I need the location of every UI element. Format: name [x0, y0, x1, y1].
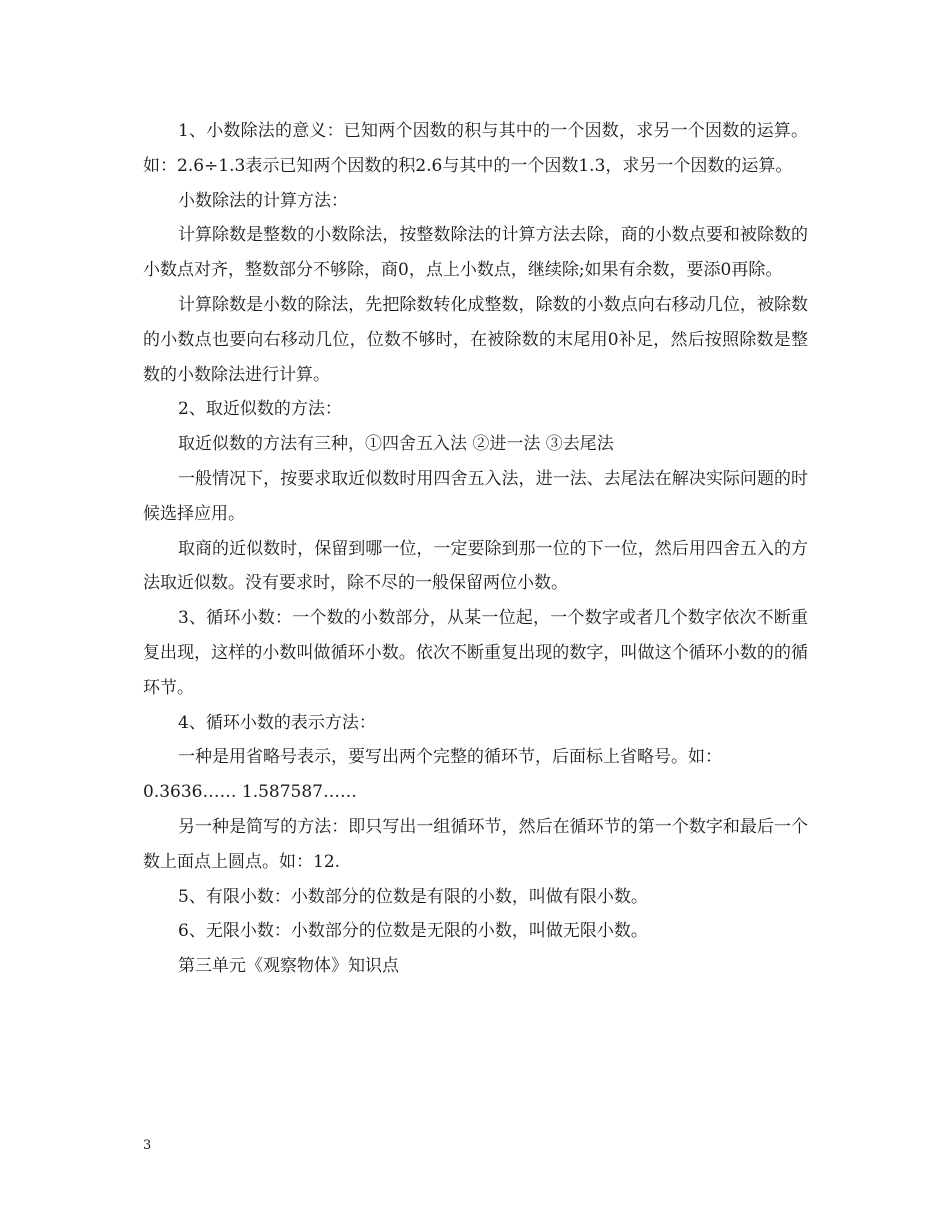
paragraph-approximation-heading: 2、取近似数的方法： — [178, 399, 342, 420]
page-content — [143, 114, 808, 984]
paragraph-unit-three-heading: 第三单元《观察物体》知识点 — [178, 956, 399, 977]
paragraph-decimal-division-meaning: 1、小数除法的意义：已知两个因数的积与其中的一个因数，求另一个因数的运算。如：2.6÷1.3表示已知两个因数的积2.6与其中的一个因数1.3，求另一个因数的运算。 — [143, 121, 808, 176]
paragraph-decimal-divisor-method: 计算除数是小数的除法，先把除数转化成整数，除数的小数点向右移动几位，被除数的小数点也要向右移动几位，位数不够时，在被除数的末尾用0补足，然后按照除数是整数的小数除法进行计算。 — [143, 294, 808, 385]
paragraph-repeating-notation-heading: 4、循环小数的表示方法： — [178, 712, 376, 733]
paragraph-repeating-decimal: 3、循环小数：一个数的小数部分，从某一位起，一个数字或者几个数字依次不断重复出现，这样的小数叫做循环小数。依次不断重复出现的数字，叫做这个循环小数的的循环节。 — [143, 608, 808, 698]
paragraph-finite-decimal: 5、有限小数：小数部分的位数是有限的小数，叫做有限小数。 — [178, 886, 648, 907]
paragraph-quotient-approximation: 取商的近似数时，保留到哪一位，一定要除到那一位的下一位，然后用四舍五入的方法取近似数。没有要求时，除不尽的一般保留两位小数。 — [143, 538, 808, 594]
paragraph-approximation-methods: 取近似数的方法有三种，①四舍五入法 ②进一法 ③去尾法 — [178, 434, 614, 455]
paragraph-ellipsis-examples: 0.3636…… 1.587587…… — [143, 782, 358, 803]
paragraph-approximation-usage: 一般情况下，按要求取近似数时用四舍五入法，进一法、去尾法在解决实际问题的时候选择应用。 — [143, 468, 808, 524]
paragraph-integer-divisor-method: 计算除数是整数的小数除法，按整数除法的计算方法去除，商的小数点要和被除数的小数点对齐，整数部分不够除，商0，点上小数点，继续除;如果有余数，要添0再除。 — [143, 225, 808, 281]
paragraph-dot-notation: 另一种是简写的方法：即只写出一组循环节，然后在循环节的第一个数字和最后一个数上面点上圆点。如：12. — [143, 816, 808, 872]
paragraph-ellipsis-notation: 一种是用省略号表示，要写出两个完整的循环节，后面标上省略号。如： — [178, 747, 722, 768]
page-number: 3 — [143, 1138, 152, 1153]
paragraph-infinite-decimal: 6、无限小数：小数部分的位数是无限的小数，叫做无限小数。 — [178, 921, 648, 942]
paragraph-calculation-method-heading: 小数除法的计算方法： — [178, 190, 348, 211]
